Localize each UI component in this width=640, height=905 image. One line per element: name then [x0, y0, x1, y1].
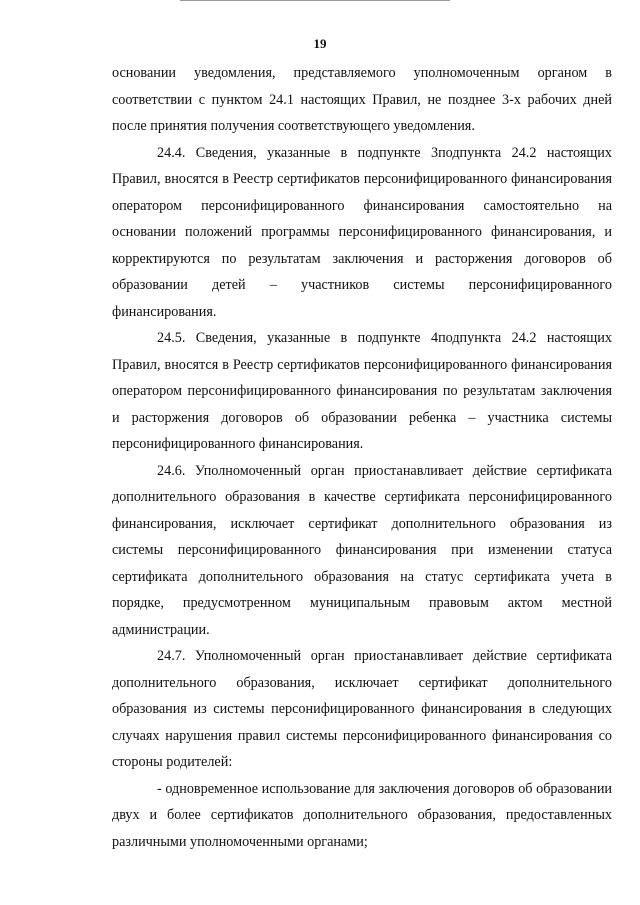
page-body: [112, 60, 612, 855]
list-item: - одновременное использование для заключения договоров об образовании двух и более сертификатов дополнительного образования, предоставленных различными уполномоченными органами;: [112, 780, 612, 850]
scan-edge-line: [180, 0, 450, 1]
paragraph-24-7: 24.7. Уполномоченный орган приостанавливает действие сертификата дополнительного образования, исключает сертификат дополнительного образования из системы персонифицированного финансирования в следующих случаях нарушения правил системы персонифицированного финансирования со стороны родителей:: [112, 648, 612, 770]
paragraph-24-6: 24.6. Уполномоченный орган приостанавливает действие сертификата дополнительного образования в качестве сертификата персонифицированного финансирования, исключает сертификат дополнительного образования из системы персонифицированного финансирования при изменении статуса сертификата дополнительного образования на статус сертификата учета в порядке, предусмотренном муниципальным правовым актом местной администрации.: [112, 462, 612, 638]
paragraph-continuation: основании уведомления, представляемого уполномоченным органом в соответствии с пунктом 24.1 настоящих Правил, не позднее 3-х рабочих дней после принятия получения соответствующего уведомления.: [112, 65, 612, 134]
paragraph-24-4: 24.4. Сведения, указанные в подпункте 3подпункта 24.2 настоящих Правил, вносятся в Реестр сертификатов персонифицированного финансирования оператором персонифицированного финансирования самостоятельно на основании положений программы персонифицированного финансирования, и корректируются по результатам заключения и расторжения договоров об образовании детей – участников системы персонифицированного финансирования.: [112, 144, 612, 320]
paragraph-24-5: 24.5. Сведения, указанные в подпункте 4подпункта 24.2 настоящих Правил, вносятся в Реестр сертификатов персонифицированного финансирования оператором персонифицированного финансирования по результатам заключения и расторжения договоров об образовании ребенка – участника системы персонифицированного финансирования.: [112, 330, 612, 452]
page-number: 19: [313, 36, 327, 51]
